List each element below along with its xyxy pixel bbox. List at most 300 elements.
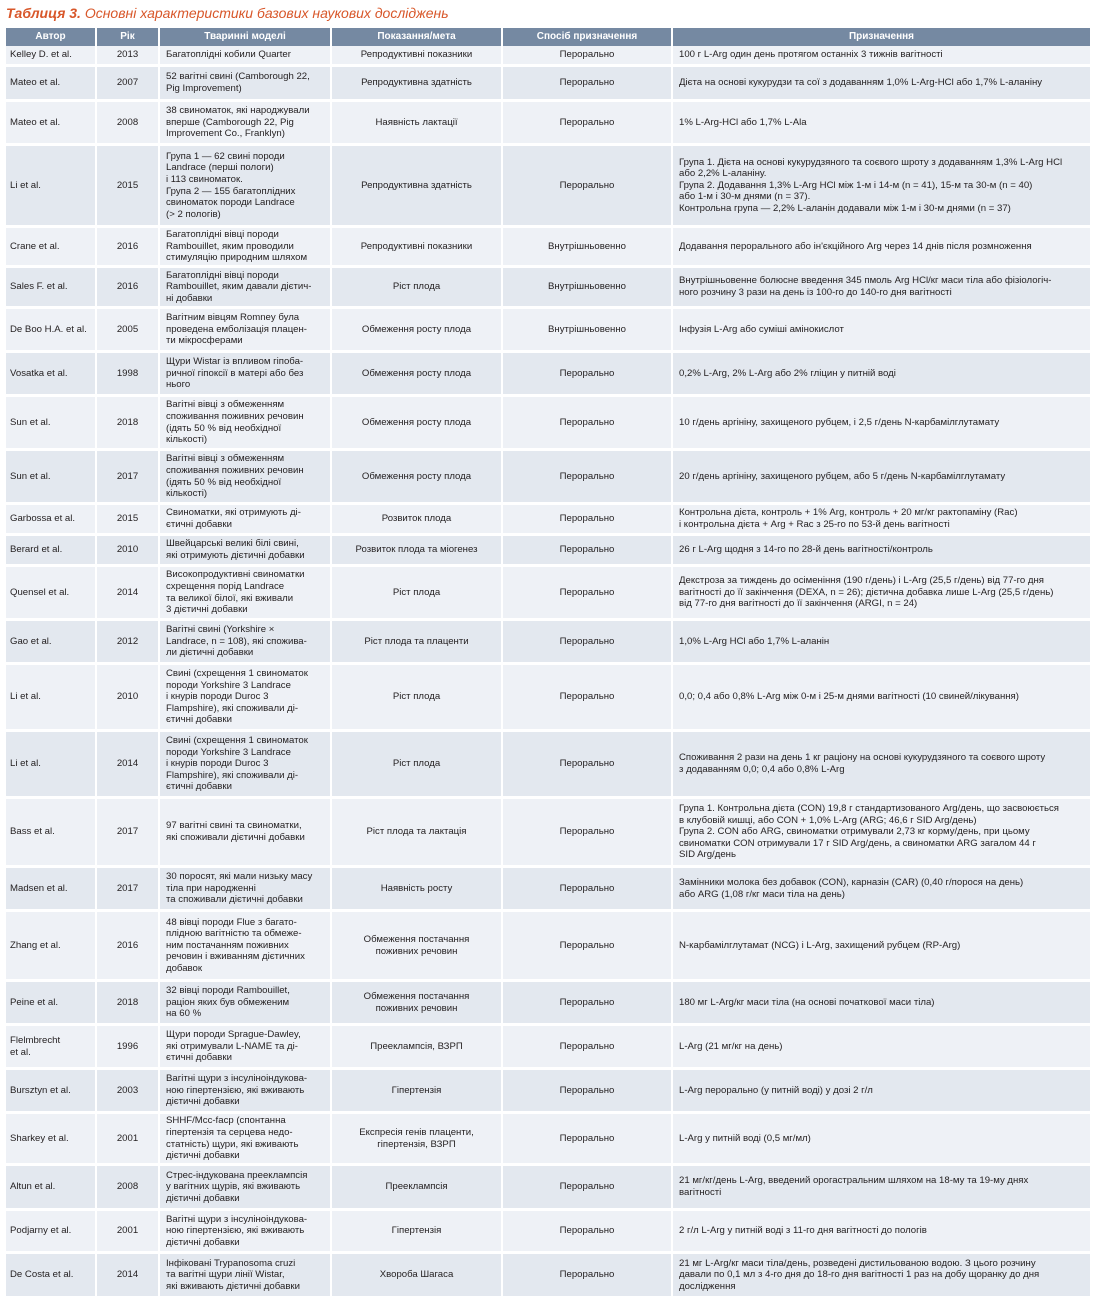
cell-route-text: Перорально <box>559 1181 615 1193</box>
cell-application-text: Інфузія L-Arg або суміші амінокислот <box>679 323 844 335</box>
cell-author <box>6 146 97 228</box>
column-header-indication: Показання/мета <box>332 28 503 46</box>
cell-author-text: Sharkey et al. <box>10 1132 69 1144</box>
table-row <box>6 1070 1090 1114</box>
table-row <box>6 1254 1090 1299</box>
cell-year <box>97 1254 160 1299</box>
cell-indication-text: Прееклампсія <box>385 1181 448 1193</box>
table-row <box>6 1166 1090 1211</box>
cell-application <box>673 309 1090 353</box>
cell-application <box>673 146 1090 228</box>
cell-year-text: 2017 <box>116 470 139 482</box>
cell-model <box>160 102 332 146</box>
cell-application-text: Група 1. Дієта на основі кукурудзяного та соєвого шроту з додаванням 1,3% L-Arg HCl або 2,2% L-аланіну. Група 2. Додавання 1,3% L-Arg HCl між 1-м і 14-м (n = 41), 15-м та 30-м (n = 40) або 1-м і 30-м днями (n = 37). Контрольна група — 2,2% L-аланін додавали між 1-м і 30-м днями (n = 37) <box>679 156 1063 214</box>
cell-year <box>97 146 160 228</box>
cell-application <box>673 397 1090 451</box>
cell-model-text: 48 вівці породи Flue з багато- плідною вагітністю та обмеже- ним постачанням поживних речовин і вживанням дієтичних добавок <box>166 916 305 974</box>
cell-indication-text: Репродуктивні показники <box>360 240 473 252</box>
cell-application-text: 1% L-Arg-HCl або 1,7% L-Ala <box>679 116 807 128</box>
cell-author-text: Altun et al. <box>10 1181 56 1193</box>
cell-indication-text: Ріст плода <box>392 281 441 293</box>
table-row <box>6 309 1090 353</box>
table-caption <box>6 3 449 23</box>
cell-author <box>6 1254 97 1299</box>
cell-indication <box>332 912 503 982</box>
cell-route-text: Перорально <box>559 1040 615 1052</box>
cell-indication-text: Репродуктивні показники <box>360 49 473 61</box>
cell-year-text: 2017 <box>116 882 139 894</box>
cell-indication <box>332 799 503 868</box>
table-row <box>6 353 1090 397</box>
cell-year <box>97 1070 160 1114</box>
cell-route-text: Перорально <box>559 882 615 894</box>
cell-route <box>503 1211 673 1254</box>
cell-author <box>6 309 97 353</box>
cell-author <box>6 1166 97 1211</box>
cell-author <box>6 505 97 536</box>
cell-year-text: 2015 <box>116 179 139 191</box>
cell-application <box>673 451 1090 505</box>
cell-application <box>673 1070 1090 1114</box>
cell-route <box>503 982 673 1026</box>
cell-route <box>503 1166 673 1211</box>
cell-author <box>6 621 97 665</box>
cell-year <box>97 268 160 309</box>
cell-application <box>673 1026 1090 1070</box>
cell-route-text: Перорально <box>559 758 615 770</box>
cell-year-text: 2014 <box>116 758 139 770</box>
cell-indication <box>332 268 503 309</box>
cell-indication-text: Експресія генів плаценти, гіпертензія, ВЗРП <box>359 1126 474 1150</box>
cell-application <box>673 268 1090 309</box>
cell-route <box>503 665 673 732</box>
cell-author <box>6 228 97 268</box>
cell-indication-text: Обмеження росту плода <box>361 470 472 482</box>
cell-author-text: Bursztyn et al. <box>10 1084 71 1096</box>
cell-year <box>97 353 160 397</box>
cell-author-text: Li et al. <box>10 758 41 770</box>
table-row <box>6 67 1090 102</box>
cell-author-text: Bass et al. <box>10 826 55 838</box>
table-row <box>6 732 1090 799</box>
cell-author <box>6 1114 97 1166</box>
cell-indication <box>332 228 503 268</box>
cell-indication <box>332 397 503 451</box>
cell-model-text: Багатоплідні вівці породи Rambouillet, яким давали дієтич- ні добавки <box>166 269 312 304</box>
cell-year-text: 2018 <box>116 996 139 1008</box>
cell-indication <box>332 1114 503 1166</box>
cell-author <box>6 46 97 67</box>
cell-application <box>673 1114 1090 1166</box>
cell-route <box>503 146 673 228</box>
cell-model-text: Вагітні вівці з обмеженням споживання поживних речовин (ідять 50 % від необхідної кількості) <box>166 399 304 446</box>
cell-route-text: Перорально <box>559 544 615 556</box>
cell-indication-text: Наявність лактації <box>375 116 458 128</box>
cell-model <box>160 567 332 621</box>
cell-author <box>6 567 97 621</box>
cell-indication-text: Обмеження росту плода <box>361 367 472 379</box>
cell-route-text: Перорально <box>559 996 615 1008</box>
cell-route-text: Перорально <box>559 1132 615 1144</box>
cell-application <box>673 1166 1090 1211</box>
cell-model-text: Свині (схрещення 1 свиноматок породи Yorkshire 3 Landrace і кнурів породи Duroc 3 Flampshire), які споживали ді- єтичні добавки <box>166 735 308 793</box>
cell-year-text: 2018 <box>116 416 139 428</box>
cell-author <box>6 67 97 102</box>
cell-model <box>160 397 332 451</box>
cell-indication <box>332 1211 503 1254</box>
table-row <box>6 451 1090 505</box>
cell-route <box>503 1070 673 1114</box>
cell-model <box>160 146 332 228</box>
cell-application <box>673 1211 1090 1254</box>
cell-year-text: 2008 <box>116 1181 139 1193</box>
cell-route-text: Перорально <box>559 1269 615 1281</box>
table-row <box>6 146 1090 228</box>
cell-year-text: 1998 <box>116 367 139 379</box>
cell-route <box>503 732 673 799</box>
cell-model-text: Щури породи Sprague-Dawley, які отримували L-NAME та ді- єтичні добавки <box>166 1029 301 1064</box>
cell-author <box>6 268 97 309</box>
cell-route <box>503 102 673 146</box>
cell-indication <box>332 1254 503 1299</box>
cell-application <box>673 353 1090 397</box>
table-caption-title: Основні характеристики базових наукових досліджень <box>84 5 449 21</box>
cell-application <box>673 1254 1090 1299</box>
cell-route <box>503 799 673 868</box>
cell-author <box>6 102 97 146</box>
cell-application-text: Дієта на основі кукурудзи та сої з додаванням 1,0% L-Arg-HCl або 1,7% L-аланіну <box>679 77 1043 89</box>
cell-indication-text: Хвороба Шагаса <box>379 1269 454 1281</box>
cell-application <box>673 102 1090 146</box>
research-table <box>6 28 1090 1299</box>
cell-author-text: Sun et al. <box>10 416 51 428</box>
cell-indication-text: Ріст плода <box>392 691 441 703</box>
cell-route <box>503 536 673 567</box>
cell-route <box>503 621 673 665</box>
cell-route-text: Перорально <box>559 367 615 379</box>
column-header-year: Рік <box>97 28 160 46</box>
cell-indication-text: Прееклампсія, ВЗРП <box>370 1040 463 1052</box>
cell-route-text: Перорально <box>559 691 615 703</box>
cell-author-text: Mateo et al. <box>10 77 61 89</box>
cell-model-text: 52 вагітні свині (Camborough 22, Pig Improvement) <box>166 71 310 94</box>
cell-model <box>160 912 332 982</box>
cell-year-text: 2010 <box>116 544 139 556</box>
cell-application <box>673 228 1090 268</box>
table-header-row <box>6 28 1090 46</box>
cell-route <box>503 67 673 102</box>
cell-route-text: Перорально <box>559 826 615 838</box>
cell-model-text: Свиноматки, які отримують ді- єтичні добавки <box>166 507 301 530</box>
table-row <box>6 621 1090 665</box>
cell-model <box>160 1070 332 1114</box>
cell-indication <box>332 505 503 536</box>
cell-author <box>6 536 97 567</box>
cell-year <box>97 536 160 567</box>
cell-model-text: 32 вівці породи Rambouillet, раціон яких був обмеженим на 60 % <box>166 985 290 1020</box>
cell-application <box>673 536 1090 567</box>
cell-indication-text: Обмеження постачання поживних речовин <box>363 990 470 1014</box>
cell-year <box>97 665 160 732</box>
cell-year <box>97 397 160 451</box>
cell-indication-text: Ріст плода та лактація <box>366 826 467 838</box>
cell-application-text: Декстроза за тиждень до осіменіння (190 г/день) і L-Arg (25,5 г/день) від 77-го дня вагітності до її закінчення (DEXA, n = 26); дієтична добавка лише L-Arg (25,5 г/день) від 77-го дня вагітності до її закінчення (ARGI, n = 24) <box>679 575 1054 610</box>
cell-year <box>97 309 160 353</box>
table-row <box>6 982 1090 1026</box>
cell-application-text: Контрольна дієта, контроль + 1% Arg, контроль + 20 мг/кг рактопаміну (Rac) і контрольна дієта + Arg + Rac з 25-го по 53-й день вагітності <box>679 507 1018 530</box>
cell-model <box>160 353 332 397</box>
cell-indication <box>332 451 503 505</box>
cell-author-text: Sales F. et al. <box>10 281 68 293</box>
cell-indication-text: Обмеження росту плода <box>361 416 472 428</box>
cell-year-text: 2007 <box>116 77 139 89</box>
cell-model <box>160 732 332 799</box>
cell-author-text: Gao et al. <box>10 635 52 647</box>
cell-route <box>503 46 673 67</box>
cell-author-text: Madsen et al. <box>10 882 68 894</box>
cell-model <box>160 665 332 732</box>
cell-model-text: Вагітні щури з інсуліноіндукова- ною гіпертензією, які вживають дієтичні добавки <box>166 1073 308 1108</box>
table-row <box>6 1114 1090 1166</box>
cell-route-text: Внутрішньовенно <box>548 240 626 252</box>
table-row <box>6 1211 1090 1254</box>
cell-route-text: Перорально <box>559 586 615 598</box>
cell-author-text: Zhang et al. <box>10 939 61 951</box>
cell-year-text: 2016 <box>116 240 139 252</box>
cell-application-text: 0,2% L-Arg, 2% L-Arg або 2% гліцин у питній воді <box>679 367 896 379</box>
cell-year <box>97 732 160 799</box>
cell-route-text: Перорально <box>559 1084 615 1096</box>
cell-route-text: Перорально <box>559 179 615 191</box>
table-body <box>6 46 1090 1299</box>
cell-route <box>503 1026 673 1070</box>
cell-year-text: 2010 <box>116 691 139 703</box>
cell-author <box>6 732 97 799</box>
cell-route-text: Перорально <box>559 116 615 128</box>
cell-application-text: 2 г/л L-Arg у питній воді з 11-го дня вагітності до пологів <box>679 1225 927 1237</box>
cell-year <box>97 505 160 536</box>
cell-application-text: L-Arg у питній воді (0,5 мг/мл) <box>679 1132 811 1144</box>
cell-author-text: Berard et al. <box>10 544 63 556</box>
cell-year-text: 2016 <box>116 939 139 951</box>
cell-author-text: De Costa et al. <box>10 1269 74 1281</box>
column-header-route: Спосіб призначення <box>503 28 673 46</box>
cell-year <box>97 912 160 982</box>
cell-application <box>673 732 1090 799</box>
cell-author <box>6 353 97 397</box>
cell-application-text: 10 г/день аргініну, захищеного рубцем, і 2,5 г/день N-карбамілглутамату <box>679 416 1000 428</box>
cell-author-text: Garbossa et al. <box>10 513 76 525</box>
cell-year <box>97 868 160 912</box>
cell-application-text: 1,0% L-Arg HCl або 1,7% L-аланін <box>679 635 830 647</box>
cell-model <box>160 868 332 912</box>
cell-author-text: Li et al. <box>10 691 41 703</box>
cell-route-text: Перорально <box>559 1225 615 1237</box>
cell-model <box>160 1114 332 1166</box>
cell-indication <box>332 982 503 1026</box>
cell-model <box>160 1254 332 1299</box>
cell-application <box>673 46 1090 67</box>
cell-application <box>673 67 1090 102</box>
cell-model <box>160 228 332 268</box>
cell-indication-text: Гіпертензія <box>391 1225 442 1237</box>
cell-model-text: SHHF/Mcc-facp (спонтанна гіпертензія та серцева недо- статність) щури, які вживають дієтичні добавки <box>166 1115 299 1162</box>
cell-indication <box>332 67 503 102</box>
cell-year <box>97 1166 160 1211</box>
cell-model-text: 38 свиноматок, які народжували вперше (Camborough 22, Pig Improvement Co., Franklyn) <box>166 105 310 140</box>
cell-year <box>97 451 160 505</box>
cell-application <box>673 567 1090 621</box>
cell-year <box>97 102 160 146</box>
table-row <box>6 505 1090 536</box>
table-row <box>6 228 1090 268</box>
cell-author <box>6 1211 97 1254</box>
cell-year <box>97 982 160 1026</box>
cell-route-text: Перорально <box>559 49 615 61</box>
cell-application-text: L-Arg (21 мг/кг на день) <box>679 1040 783 1052</box>
cell-route <box>503 1254 673 1299</box>
cell-route-text: Перорально <box>559 513 615 525</box>
cell-model-text: Вагітні свині (Yorkshire × Landrace, n = 108), які спожива- ли дієтичні добавки <box>166 624 307 659</box>
cell-author-text: Quensel et al. <box>10 586 70 598</box>
cell-indication-text: Ріст плода <box>392 586 441 598</box>
cell-indication <box>332 621 503 665</box>
cell-application-text: 26 г L-Arg щодня з 14-го по 28-й день вагітності/контроль <box>679 544 933 556</box>
table-row <box>6 46 1090 67</box>
cell-year-text: 2015 <box>116 513 139 525</box>
cell-application <box>673 621 1090 665</box>
cell-author-text: Crane et al. <box>10 240 60 252</box>
cell-indication-text: Репродуктивна здатність <box>361 77 472 89</box>
cell-indication-text: Ріст плода <box>392 758 441 770</box>
cell-model-text: Інфіковані Trypanosoma cruzi та вагітні щури лінії Wistar, які вживають дієтичні добавки <box>166 1257 300 1292</box>
cell-application-text: Замінники молока без добавок (CON), карназін (CAR) (0,40 г/порося на день) або ARG (1,08 г/кг маси тіла на день) <box>679 876 1024 900</box>
cell-application-text: 180 мг L-Arg/кг маси тіла (на основі початкової маси тіла) <box>679 996 935 1008</box>
cell-indication <box>332 536 503 567</box>
cell-model-text: Щури Wistar із впливом гіпоба- ричної гіпоксії в матері або без нього <box>166 356 304 391</box>
cell-indication-text: Розвиток плода <box>381 513 452 525</box>
cell-application-text: Додавання перорального або ін'єкційного Arg через 14 днів після розмноження <box>679 240 1032 252</box>
cell-application-text: 21 мг/кг/день L-Arg, введений орогастральним шляхом на 18-му та 19-му днях вагітності <box>679 1175 1029 1198</box>
cell-year <box>97 1114 160 1166</box>
cell-year-text: 2012 <box>116 635 139 647</box>
cell-application-text: Група 1. Контрольна дієта (CON) 19,8 г стандартизованого Arg/день, що засвоюється в клубовій кишці, або CON + 1,0% L-Arg (ARG; 46,6 г SID Arg/день) Група 2. CON або ARG, свиноматки отримували 2,73 кг корму/день, при цьому свиноматки CON отримували 17 г SID Arg/день, а свиноматки ARG загалом 44 г SID Arg/день <box>679 803 1059 861</box>
table-row <box>6 102 1090 146</box>
cell-model-text: Група 1 — 62 свині породи Landrace (перші пологи) і 113 свиноматок. Група 2 — 155 багатоплідних свиноматок породи Landrace (> 2 пологів) <box>166 150 296 220</box>
cell-year-text: 2017 <box>116 826 139 838</box>
cell-route-text: Внутрішньовенно <box>548 323 626 335</box>
cell-model <box>160 536 332 567</box>
cell-year-text: 2013 <box>116 49 139 61</box>
cell-year <box>97 228 160 268</box>
cell-year <box>97 67 160 102</box>
cell-author <box>6 799 97 868</box>
cell-author-text: Li et al. <box>10 179 41 191</box>
cell-route-text: Внутрішньовенно <box>548 281 626 293</box>
cell-route <box>503 353 673 397</box>
cell-indication <box>332 868 503 912</box>
cell-author <box>6 665 97 732</box>
cell-model-text: Багатоплідні кобили Quarter <box>166 49 291 61</box>
cell-author-text: De Boo H.A. et al. <box>10 323 87 335</box>
cell-application <box>673 505 1090 536</box>
cell-application <box>673 982 1090 1026</box>
cell-route <box>503 309 673 353</box>
cell-model <box>160 46 332 67</box>
cell-indication <box>332 732 503 799</box>
cell-author-text: Vosatka et al. <box>10 367 68 379</box>
cell-author <box>6 451 97 505</box>
cell-indication <box>332 353 503 397</box>
cell-model-text: 30 поросят, які мали низьку масу тіла при народженні та споживали дієтичні добавки <box>166 871 313 906</box>
cell-year <box>97 799 160 868</box>
table-row <box>6 912 1090 982</box>
table-row <box>6 1026 1090 1070</box>
cell-model-text: Вагітним вівцям Romney була проведена емболізація плацен- ти мікросферами <box>166 312 307 347</box>
cell-year-text: 2005 <box>116 323 139 335</box>
cell-application-text: Споживання 2 рази на день 1 кг раціону на основі кукурудзяного та соєвого шроту з додаванням 0,0; 0,4 або 0,8% L-Arg <box>679 752 1046 775</box>
cell-indication <box>332 1070 503 1114</box>
cell-model-text: Стрес-індукована прееклампсія у вагітних щурів, які вживають дієтичні добавки <box>166 1169 308 1204</box>
cell-indication-text: Обмеження росту плода <box>361 323 472 335</box>
cell-model <box>160 1026 332 1070</box>
cell-year-text: 2001 <box>116 1132 139 1144</box>
cell-application-text: 0,0; 0,4 або 0,8% L-Arg між 0-м і 25-м днями вагітності (10 свиней/лікування) <box>679 691 1019 703</box>
cell-author-text: Peine et al. <box>10 996 59 1008</box>
cell-application <box>673 868 1090 912</box>
cell-route-text: Перорально <box>559 635 615 647</box>
cell-year <box>97 1211 160 1254</box>
table-row <box>6 665 1090 732</box>
cell-author-text: Podjarny et al. <box>10 1225 72 1237</box>
cell-year <box>97 621 160 665</box>
cell-indication-text: Гіпертензія <box>391 1084 442 1096</box>
cell-author-text: Mateo et al. <box>10 116 61 128</box>
table-row <box>6 397 1090 451</box>
cell-model-text: Вагітні вівці з обмеженням споживання поживних речовин (ідять 50 % від необхідної кількості) <box>166 453 304 500</box>
cell-model <box>160 67 332 102</box>
cell-indication <box>332 146 503 228</box>
cell-route-text: Перорально <box>559 77 615 89</box>
cell-route <box>503 268 673 309</box>
cell-author <box>6 1026 97 1070</box>
cell-indication-text: Ріст плода та плаценти <box>364 635 469 647</box>
cell-author-text: Kelley D. et al. <box>10 49 72 61</box>
cell-author <box>6 397 97 451</box>
table-row <box>6 268 1090 309</box>
cell-route <box>503 912 673 982</box>
cell-indication <box>332 665 503 732</box>
cell-model <box>160 309 332 353</box>
cell-indication <box>332 567 503 621</box>
cell-author <box>6 1070 97 1114</box>
cell-application <box>673 799 1090 868</box>
cell-route <box>503 1114 673 1166</box>
cell-application-text: Внутрішньовенне болюсне введення 345 пмоль Arg HCl/кг маси тіла або фізіологіч- ного розчину 3 рази на день із 100-го до 140-го дня вагітності <box>679 275 1052 298</box>
table-row <box>6 799 1090 868</box>
cell-indication-text: Наявність росту <box>380 882 453 894</box>
cell-year <box>97 46 160 67</box>
cell-indication <box>332 309 503 353</box>
cell-author <box>6 868 97 912</box>
cell-author <box>6 912 97 982</box>
cell-model-text: Свині (схрещення 1 свиноматок породи Yorkshire 3 Landrace і кнурів породи Duroc 3 Flampshire), які споживали ді- єтичні добавки <box>166 668 308 726</box>
column-header-author: Автор <box>6 28 97 46</box>
cell-application-text: 20 г/день аргініну, захищеного рубцем, або 5 г/день N-карбамілглутамату <box>679 470 1006 482</box>
cell-year <box>97 1026 160 1070</box>
cell-route-text: Перорально <box>559 470 615 482</box>
cell-indication-text: Обмеження постачання поживних речовин <box>363 933 470 957</box>
